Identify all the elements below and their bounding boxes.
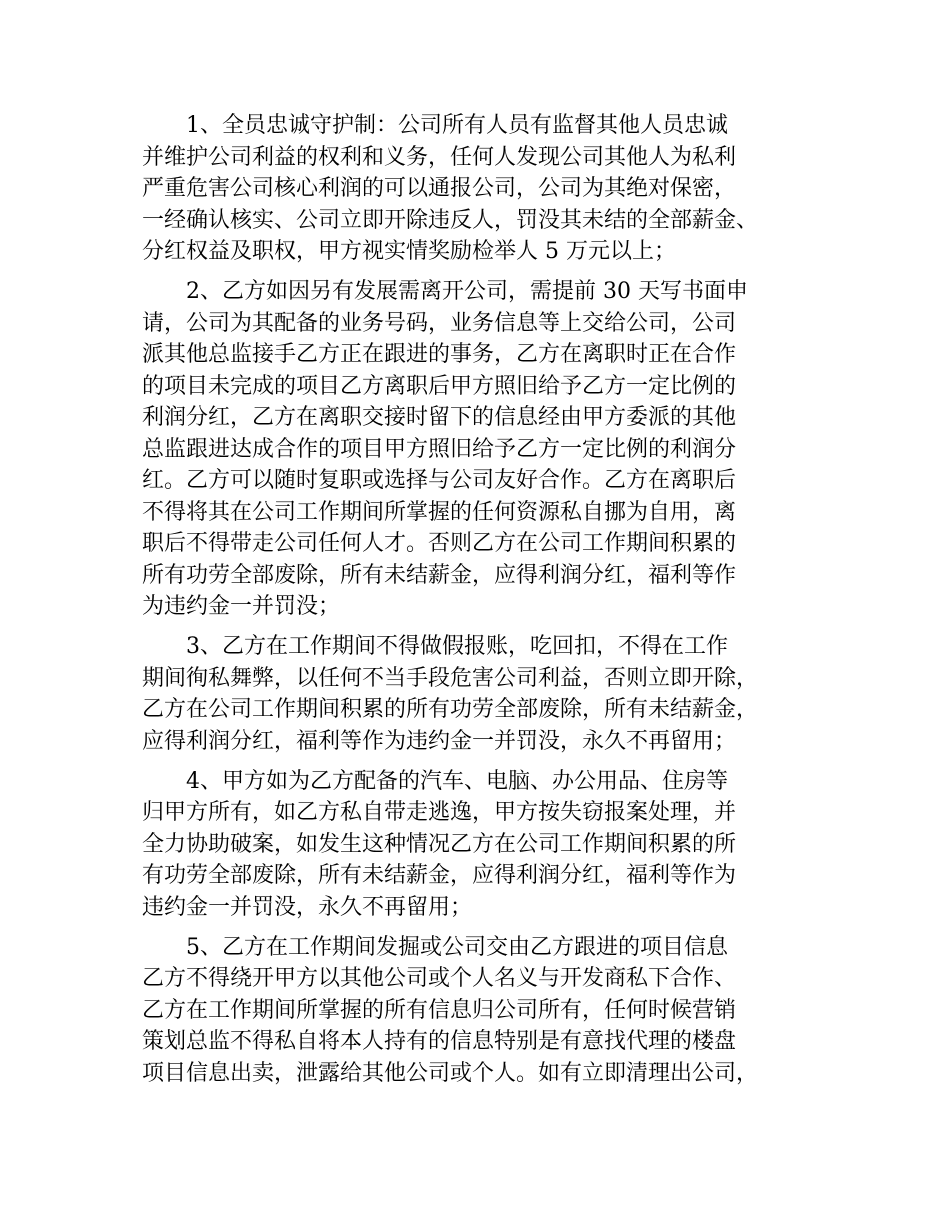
text-line: 有功劳全部废除，所有未结薪金，应得利润分红，福利等作为 [142,863,737,888]
clause-5-paragraph [142,932,832,1090]
text-line: 派其他总监接手乙方正在跟进的事务，乙方在离职时正在合作 [142,342,737,367]
text-line: 总监跟进达成合作的项目甲方照旧给予乙方一定比例的利润分 [142,436,737,462]
text-line: 乙方在工作期间所掌握的所有信息归公司所有，任何时候营销 [142,997,737,1023]
document-page [142,110,832,1098]
text-line: 利润分红，乙方在离职交接时留下的信息经由甲方委派的其他 [142,405,737,430]
clause-4-paragraph [142,766,832,924]
text-line: 职后不得带走公司任何人才。否则乙方在公司工作期间积累的 [142,531,737,556]
text-line: 5、乙方在工作期间发掘或公司交由乙方跟进的项目信息 [186,934,728,960]
clause-3-paragraph [142,631,832,757]
text-line: 全力协助破案，如发生这种情况乙方在公司工作期间积累的所 [142,831,737,857]
text-line: 项目信息出卖，泄露给其他公司或个人。如有立即清理出公司， [142,1060,759,1086]
text-line: 并维护公司利益的权利和义务，任何人发现公司其他人为私利 [142,144,737,170]
text-line: 策划总监不得私自将本人持有的信息特别是有意找代理的楼盘 [142,1029,737,1054]
text-line: 归甲方所有，如乙方私自带走逃逸，甲方按失窃报案处理，并 [142,800,737,825]
text-line: 1、全员忠诚守护制：公司所有人员有监督其他人员忠诚 [186,113,728,138]
text-line: 期间徇私舞弊，以任何不当手段危害公司利益，否则立即开除， [142,665,759,691]
text-line: 不得将其在公司工作期间所掌握的任何资源私自挪为自用，离 [142,499,737,525]
text-line: 违约金一并罚没，永久不再留用； [142,894,473,920]
text-line: 所有功劳全部废除，所有未结薪金，应得利润分红，福利等作 [142,562,737,588]
text-line: 分红权益及职权，甲方视实情奖励检举人 5 万元以上； [142,239,676,264]
clause-1-paragraph [142,110,832,268]
text-line: 严重危害公司核心利润的可以通报公司，公司为其绝对保密， [142,176,737,201]
text-line: 4、甲方如为乙方配备的汽车、电脑、办公用品、住房等 [186,768,728,794]
text-line: 3、乙方在工作期间不得做假报账，吃回扣，不得在工作 [186,634,728,659]
text-line: 一经确认核实、公司立即开除违反人，罚没其未结的全部薪金、 [142,207,759,233]
text-line: 2、乙方如因另有发展需离开公司，需提前 30 天写书面申 [186,279,748,304]
text-line: 应得利润分红，福利等作为违约金一并罚没，永久不再留用； [142,728,737,754]
text-line: 乙方在公司工作期间积累的所有功劳全部废除，所有未结薪金， [142,697,759,722]
text-line: 为违约金一并罚没； [142,594,341,619]
text-line: 的项目未完成的项目乙方离职后甲方照旧给予乙方一定比例的 [142,373,737,399]
clause-2-paragraph [142,276,832,623]
text-line: 红。乙方可以随时复职或选择与公司友好合作。乙方在离职后 [142,468,737,493]
text-line: 乙方不得绕开甲方以其他公司或个人名义与开发商私下合作、 [142,966,737,991]
text-line: 请，公司为其配备的业务号码，业务信息等上交给公司，公司 [142,310,737,336]
